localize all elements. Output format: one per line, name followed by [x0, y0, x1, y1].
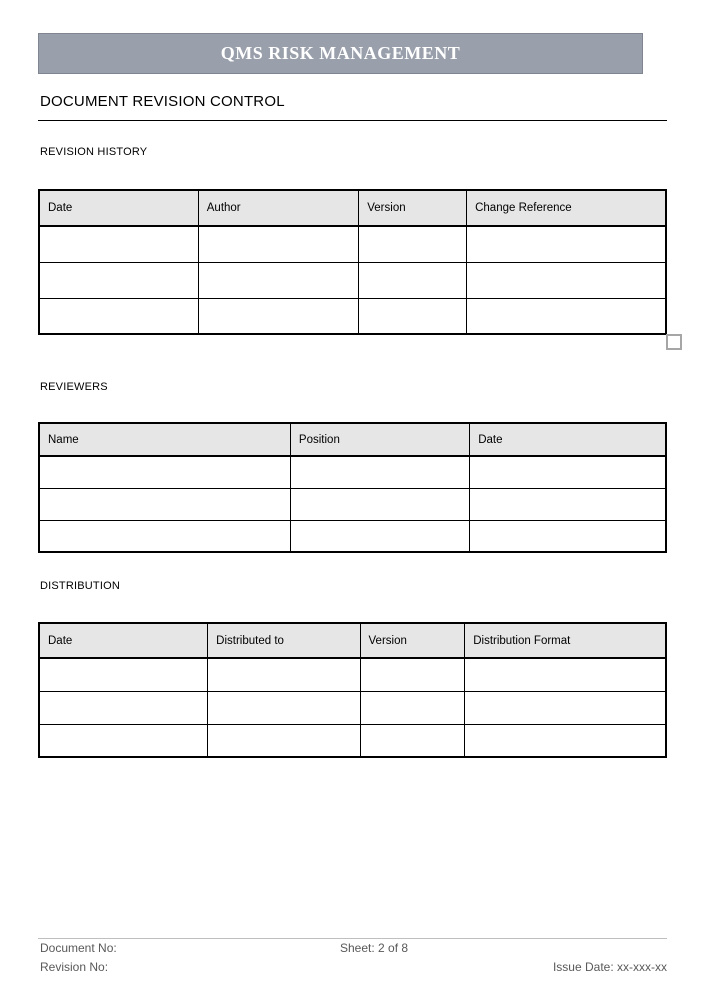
table-cell[interactable] [470, 520, 666, 552]
reviewers-table [38, 422, 667, 553]
table-cell[interactable] [208, 658, 360, 691]
footer-issue-date-label: Issue Date: xx-xxx-xx [552, 960, 667, 974]
column-header-distribution-format: Distribution Format [465, 623, 666, 658]
table-cell[interactable] [467, 226, 666, 262]
column-header-date: Date [470, 423, 666, 456]
table-cell[interactable] [198, 298, 359, 334]
table-cell[interactable] [290, 488, 469, 520]
table-row [39, 226, 666, 262]
table-cell[interactable] [470, 488, 666, 520]
page-title-block [38, 93, 667, 121]
table-cell[interactable] [39, 262, 198, 298]
revision-history-table [38, 189, 667, 335]
banner [38, 33, 643, 74]
table-cell[interactable] [465, 658, 666, 691]
table-cell[interactable] [208, 691, 360, 724]
table-cell[interactable] [290, 520, 469, 552]
footer-divider [38, 938, 667, 939]
table-cell[interactable] [39, 456, 290, 488]
table-header-row [39, 423, 666, 456]
column-header-author: Author [198, 190, 359, 226]
footer-sheet-label: Sheet: 2 of 8 [340, 941, 409, 955]
table-cell[interactable] [39, 520, 290, 552]
table-row [39, 488, 666, 520]
table-cell[interactable] [470, 456, 666, 488]
column-header-date: Date [39, 623, 208, 658]
table-header-row [39, 190, 666, 226]
table-cell[interactable] [198, 226, 359, 262]
footer-document-no-label: Document No: [40, 941, 117, 955]
table-resize-handle[interactable] [666, 334, 682, 350]
column-header-version: Version [359, 190, 467, 226]
column-header-date: Date [39, 190, 198, 226]
table-cell[interactable] [359, 298, 467, 334]
table-cell[interactable] [290, 456, 469, 488]
table-cell[interactable] [39, 658, 208, 691]
section-label-reviewers: REVIEWERS [40, 381, 108, 393]
table-row [39, 691, 666, 724]
table-cell[interactable] [208, 724, 360, 757]
banner-title: QMS RISK MANAGEMENT [220, 43, 461, 63]
table-cell[interactable] [467, 298, 666, 334]
table-cell[interactable] [359, 262, 467, 298]
table-row [39, 298, 666, 334]
footer-revision-no-label: Revision No: [40, 960, 109, 974]
column-header-version: Version [360, 623, 465, 658]
table-cell[interactable] [39, 488, 290, 520]
section-label-revision-history: REVISION HISTORY [40, 146, 148, 158]
table-row [39, 456, 666, 488]
column-header-change-reference: Change Reference [467, 190, 666, 226]
table-cell[interactable] [39, 724, 208, 757]
page-title: DOCUMENT REVISION CONTROL [40, 93, 285, 110]
table-cell[interactable] [465, 724, 666, 757]
table-cell[interactable] [360, 724, 465, 757]
table-cell[interactable] [39, 298, 198, 334]
distribution-table [38, 622, 667, 758]
table-row [39, 520, 666, 552]
table-row [39, 724, 666, 757]
table-cell[interactable] [360, 691, 465, 724]
table-cell[interactable] [39, 226, 198, 262]
table-cell[interactable] [359, 226, 467, 262]
table-cell[interactable] [360, 658, 465, 691]
table-header-row [39, 623, 666, 658]
table-cell[interactable] [465, 691, 666, 724]
section-label-distribution: DISTRIBUTION [40, 580, 121, 592]
table-cell[interactable] [39, 691, 208, 724]
column-header-name: Name [39, 423, 290, 456]
table-row [39, 262, 666, 298]
table-cell[interactable] [198, 262, 359, 298]
column-header-position: Position [290, 423, 469, 456]
table-cell[interactable] [467, 262, 666, 298]
column-header-distributed-to: Distributed to [208, 623, 360, 658]
table-row [39, 658, 666, 691]
